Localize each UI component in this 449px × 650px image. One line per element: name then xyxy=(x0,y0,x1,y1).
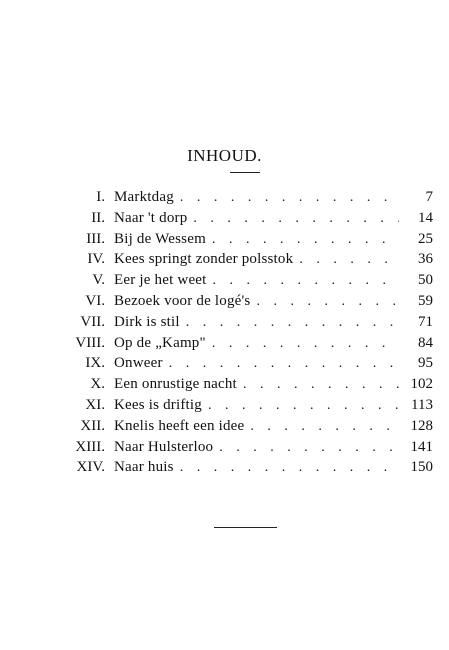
page-number: 36 xyxy=(418,251,433,268)
chapter-title: Bezoek voor de logé's xyxy=(114,292,251,309)
page-number: 102 xyxy=(410,376,433,393)
chapter-number: VI. xyxy=(85,292,105,309)
page-number: 113 xyxy=(411,396,433,413)
page-number: 50 xyxy=(418,272,433,289)
dot-leader xyxy=(208,398,399,414)
chapter-number: IV. xyxy=(87,251,105,268)
dot-leader xyxy=(180,190,399,206)
chapter-title: Kees springt zonder polsstok xyxy=(114,251,294,268)
chapter-number: IX. xyxy=(85,355,105,372)
chapter-number: V. xyxy=(92,272,105,289)
chapter-number: III. xyxy=(86,230,105,247)
dot-leader xyxy=(180,460,399,476)
dot-leader xyxy=(219,440,399,456)
toc-entry xyxy=(45,397,433,418)
dot-leader xyxy=(213,273,399,289)
toc-entry xyxy=(45,314,433,335)
toc-entry xyxy=(45,189,433,210)
chapter-title: Marktdag xyxy=(114,189,174,205)
chapter-title: Naar Hulsterloo xyxy=(114,438,214,455)
chapter-title: Dirk is stil xyxy=(114,313,180,330)
chapter-number: VIII. xyxy=(75,334,105,351)
bottom-divider xyxy=(214,527,277,528)
page-number: 14 xyxy=(418,209,433,226)
chapter-number: XI. xyxy=(85,396,105,413)
page-number: 141 xyxy=(410,438,433,455)
toc-entry xyxy=(45,355,433,376)
dot-leader xyxy=(212,336,399,352)
chapter-number: VII. xyxy=(80,313,105,330)
toc-entry xyxy=(45,439,433,460)
chapter-title: Onweer xyxy=(114,355,163,372)
page-number: 150 xyxy=(410,459,433,476)
toc-entry xyxy=(45,335,433,356)
toc-entry xyxy=(45,418,433,439)
chapter-title: Eer je het weet xyxy=(114,272,207,289)
page-number: 95 xyxy=(418,355,433,372)
page-number: 84 xyxy=(418,334,433,351)
toc-entry xyxy=(45,459,433,480)
dot-leader xyxy=(256,294,399,310)
chapter-number: II. xyxy=(91,209,105,226)
toc-entry xyxy=(45,272,433,293)
chapter-number: XII. xyxy=(80,417,105,434)
chapter-title: Knelis heeft een idee xyxy=(114,417,245,434)
toc-entry xyxy=(45,251,433,272)
title-divider xyxy=(230,172,260,173)
dot-leader xyxy=(299,252,399,268)
page-number: 25 xyxy=(418,230,433,247)
page-number: 128 xyxy=(410,417,433,434)
page-number: 7 xyxy=(425,189,433,205)
dot-leader xyxy=(243,377,399,393)
chapter-title: Naar 't dorp xyxy=(114,209,188,226)
dot-leader xyxy=(250,419,399,435)
chapter-title: Kees is driftig xyxy=(114,396,202,413)
chapter-title: Op de „Kamp" xyxy=(114,334,206,351)
toc-entry xyxy=(45,231,433,252)
chapter-title: Bij de Wessem xyxy=(114,230,206,247)
page-number: 59 xyxy=(418,292,433,309)
chapter-number: XIV. xyxy=(76,459,105,476)
toc-entry xyxy=(45,376,433,397)
dot-leader xyxy=(212,232,399,248)
dot-leader xyxy=(169,356,399,372)
chapter-number: I. xyxy=(96,189,105,205)
chapter-title: Een onrustige nacht xyxy=(114,376,237,393)
chapter-number: X. xyxy=(90,376,105,393)
dot-leader xyxy=(193,211,399,227)
toc-entry xyxy=(45,293,433,314)
table-of-contents xyxy=(45,189,433,480)
chapter-number: XIII. xyxy=(75,438,105,455)
page-number: 71 xyxy=(418,313,433,330)
chapter-title: Naar huis xyxy=(114,459,174,476)
dot-leader xyxy=(186,315,399,331)
toc-entry xyxy=(45,210,433,231)
page-title: INHOUD. xyxy=(187,146,262,165)
